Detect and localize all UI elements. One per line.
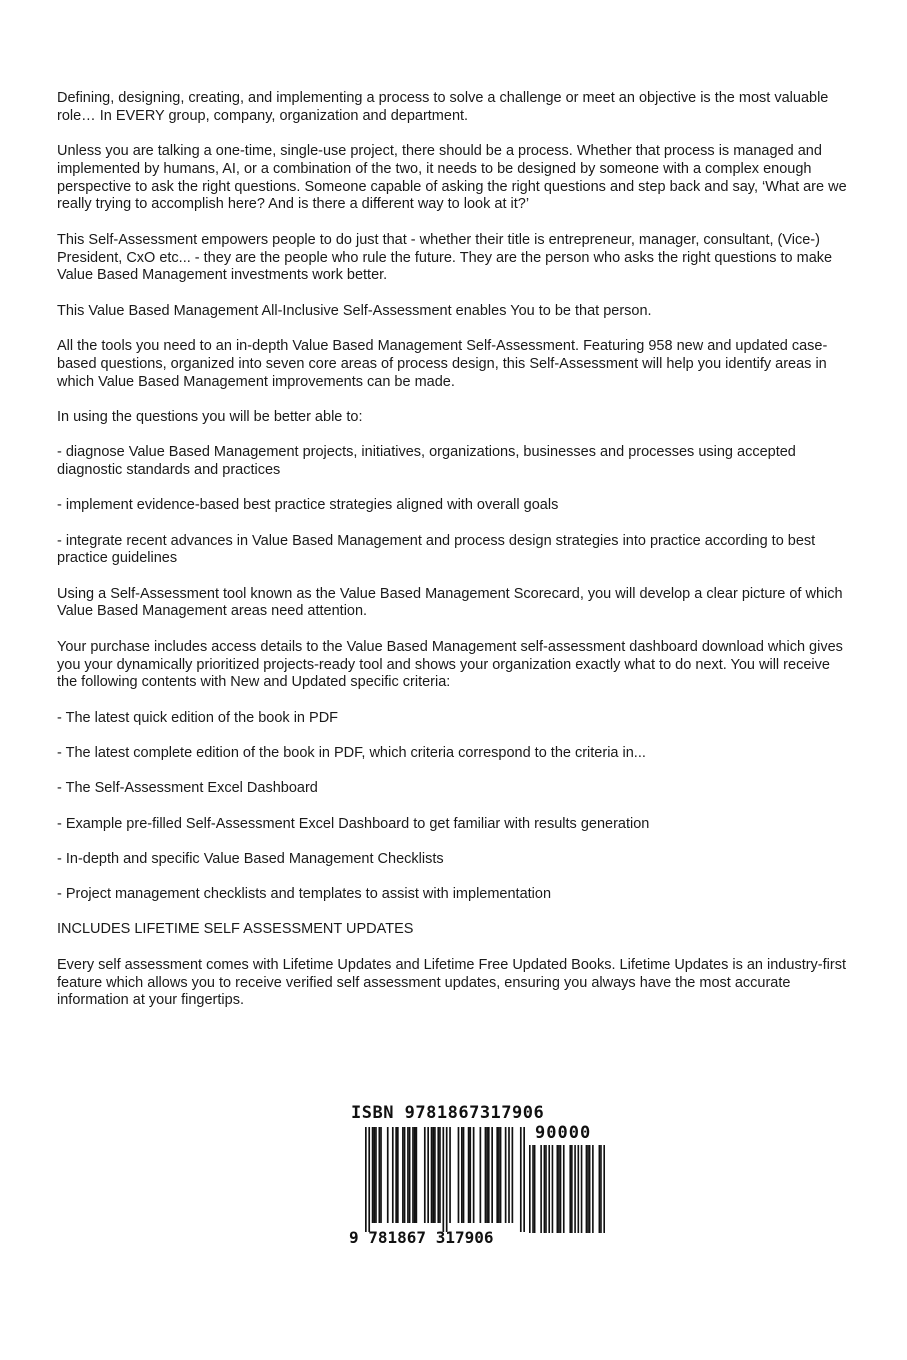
barcode-bar [368, 1127, 370, 1232]
barcode-bar [375, 1127, 377, 1223]
barcode-bar [548, 1145, 550, 1233]
barcode-bar [603, 1145, 605, 1233]
barcode-bar [439, 1127, 441, 1223]
list-item-excel-dashboard: - The Self-Assessment Excel Dashboard [57, 780, 318, 797]
barcode-bar [412, 1127, 414, 1223]
barcode-bar [434, 1127, 436, 1223]
barcode-addon-bars [529, 1145, 609, 1233]
barcode-bar [599, 1145, 601, 1233]
paragraph-enables: This Value Based Management All-Inclusive Self-Assessment enables You to be that person. [57, 302, 652, 319]
list-item-prefilled-dashboard: - Example pre-filled Self-Assessment Excel Dashboard to get familiar with results generation [57, 815, 650, 832]
barcode-bar [416, 1127, 418, 1223]
barcode-bar [437, 1127, 439, 1223]
barcode-bar [431, 1127, 433, 1223]
list-item-quick-edition: - The latest quick edition of the book in PDF [57, 709, 339, 726]
paragraph-lifetime-heading: INCLUDES LIFETIME SELF ASSESSMENT UPDATES [57, 921, 414, 938]
barcode-bar [387, 1127, 389, 1223]
barcode-bar [449, 1127, 451, 1223]
barcode-bar [402, 1127, 404, 1223]
paragraph-tools: All the tools you need to an in-depth Value Based Management Self-Assessment. Featuring 958 new and updated case-based questions, organized into seven core areas of process design, this Self-Assessment will help you identify areas in which Value Based Management improvements can be made. [57, 337, 828, 390]
barcode-bar [534, 1145, 536, 1233]
barcode-bar [488, 1127, 490, 1223]
barcode-bar [532, 1145, 534, 1233]
barcode-bar [592, 1145, 594, 1233]
barcode-bar [600, 1145, 602, 1233]
paragraph-questions-intro: In using the questions you will be better able to: [57, 408, 363, 425]
barcode-bar [365, 1127, 367, 1232]
barcode-bar [480, 1127, 482, 1223]
barcode-bar [372, 1127, 374, 1223]
barcode-bar [523, 1127, 525, 1232]
list-item-integrate: - integrate recent advances in Value Based Management and process design strategies into practice according to best practice guidelines [57, 532, 816, 567]
addon-label: 90000 [535, 1123, 592, 1143]
isbn-barcode [347, 1103, 612, 1253]
barcode-bar [512, 1127, 514, 1223]
barcode-bar [442, 1127, 444, 1232]
paragraph-intro: Defining, designing, creating, and implementing a process to solve a challenge or meet an objective is the most valuable role… In EVERY group, company, organization and department. [57, 90, 829, 124]
barcode-bar [473, 1127, 475, 1223]
barcode-bar [485, 1127, 487, 1223]
barcode-bar [560, 1145, 562, 1233]
list-item-diagnose: - diagnose Value Based Management projects, initiatives, organizations, businesses and processes using accepted diagnostic standards and practices [57, 444, 796, 478]
barcode-bar [556, 1145, 558, 1233]
barcode-bar [589, 1145, 591, 1233]
isbn-label: ISBN 9781867317906 [351, 1103, 545, 1123]
list-item-templates: - Project management checklists and templates to assist with implementation [57, 886, 552, 903]
barcode-bar [545, 1145, 547, 1233]
paragraph-lifetime-updates: Every self assessment comes with Lifetime Updates and Lifetime Free Updated Books. Lifetime Updates is an industry-first feature which allows you to receive verified self assessment updates, ensuring you always have the most accurate information at your fingertips. [57, 956, 846, 1009]
barcode-bar [486, 1127, 488, 1223]
barcode-bar [571, 1145, 573, 1233]
barcode-bar [458, 1127, 460, 1223]
barcode-bar [397, 1127, 399, 1223]
barcode-bar [446, 1127, 448, 1232]
barcode-bar [574, 1145, 576, 1233]
barcode-bar [414, 1127, 416, 1223]
barcode-bar [529, 1145, 531, 1233]
barcode-bar [578, 1145, 580, 1233]
barcode-bar [469, 1127, 471, 1223]
barcode-bar [424, 1127, 426, 1223]
barcode-bar [544, 1145, 546, 1233]
barcode-bar [468, 1127, 470, 1223]
barcode-bar [540, 1145, 542, 1233]
barcode-bar [500, 1127, 502, 1223]
barcode-bar [404, 1127, 406, 1223]
list-item-implement: - implement evidence-based best practice strategies aligned with overall goals [57, 497, 559, 514]
barcode-bar [498, 1127, 500, 1223]
barcode-bar [427, 1127, 429, 1223]
paragraph-scorecard: Using a Self-Assessment tool known as the Value Based Management Scorecard, you will develop a clear picture of which Value Based Management areas need attention. [57, 585, 843, 620]
barcode-bar [569, 1145, 571, 1233]
barcode-main-bars [365, 1127, 525, 1232]
barcode-bar [520, 1127, 522, 1232]
paragraph-process: Unless you are talking a one-time, single-use project, there should be a process. Whether that process is managed and implemented by humans, AI, or a combination of the two, it needs to be designed by someone with a complex enough perspective to ask the right questions. Someone capable of asking the right questions and step back and say, ‘What are we really trying to accomplish here? And is there a different way to look at it?’ [57, 143, 847, 213]
paragraph-empowers: This Self-Assessment empowers people to do just that - whether their title is entrepreneur, manager, consultant, (Vice-) President, CxO etc... - they are the people who rule the future. They are the person who asks the right questions to make Value Based Management investments work better. [57, 231, 833, 284]
barcode-bar [508, 1127, 510, 1223]
barcode-bar [558, 1145, 560, 1233]
barcode-bar [463, 1127, 465, 1223]
barcode-bar [395, 1127, 397, 1223]
barcode-bar [378, 1127, 380, 1223]
barcode-bar [563, 1145, 565, 1233]
barcode-bar [505, 1127, 507, 1223]
barcode-bar [586, 1145, 588, 1233]
barcode-bar [373, 1127, 375, 1223]
barcode-bar [409, 1127, 411, 1223]
paragraph-purchase: Your purchase includes access details to the Value Based Management self-assessment dashboard download which gives you your dynamically prioritized projects-ready tool and shows your organization exactly what to do next. You will receive the following contents with New and Updated specific criteria: [57, 638, 843, 691]
barcode-bar [587, 1145, 589, 1233]
barcode-digits: 9 781867 317906 [349, 1228, 494, 1247]
list-item-checklists: - In-depth and specific Value Based Management Checklists [57, 850, 444, 867]
barcode-bar [392, 1127, 394, 1223]
barcode-bar [552, 1145, 554, 1233]
description-text [57, 90, 847, 1028]
barcode-bar [432, 1127, 434, 1223]
barcode-bar [491, 1127, 493, 1223]
list-item-complete-edition: - The latest complete edition of the book in PDF, which criteria correspond to the criteria in... [57, 744, 646, 761]
barcode-bar [380, 1127, 382, 1223]
barcode-bar [461, 1127, 463, 1223]
barcode-bar [581, 1145, 583, 1233]
barcode-bar [496, 1127, 498, 1223]
barcode-bar [407, 1127, 409, 1223]
